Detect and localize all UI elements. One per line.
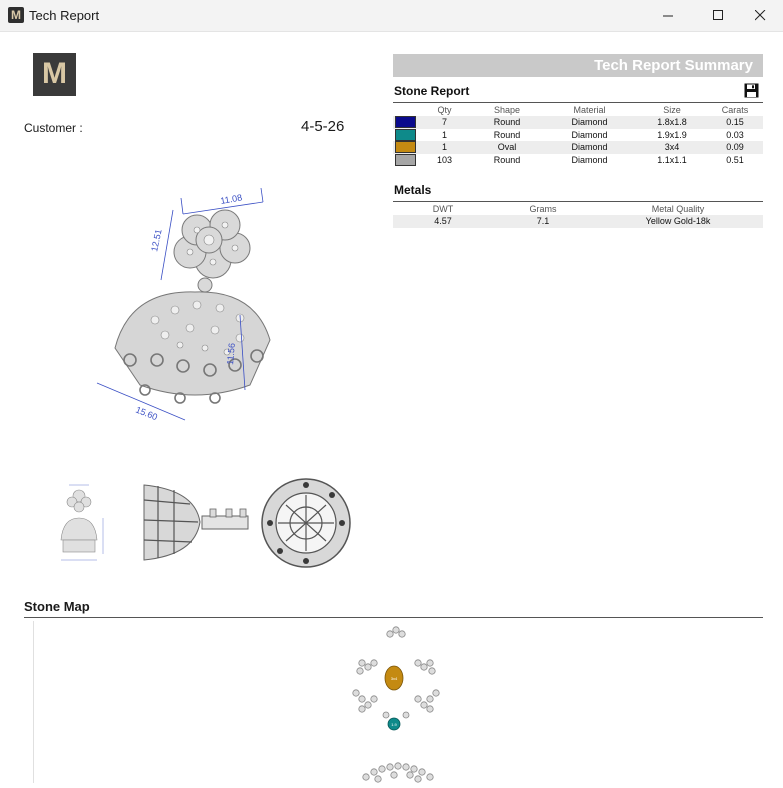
column-header-dwt: DWT: [432, 204, 454, 214]
grams-cell: 7.1: [536, 216, 550, 227]
window-titlebar: [0, 0, 783, 32]
metal-quality-cell: Yellow Gold-18k: [645, 216, 711, 227]
qty-cell: 1: [441, 142, 447, 153]
stone-color-swatch: [395, 129, 416, 141]
stone-report-heading: Stone Report: [394, 84, 470, 98]
close-icon: [755, 10, 766, 21]
dwt-cell: 4.57: [434, 216, 452, 227]
column-header-shape: Shape: [493, 105, 521, 115]
stone-color-cell: [393, 129, 417, 142]
shape-cell: Round: [493, 117, 521, 128]
maximize-icon: [713, 10, 724, 21]
thumbnail-bottom-view[interactable]: [258, 477, 354, 569]
summary-header: [393, 54, 763, 77]
shape-cell: Oval: [497, 142, 517, 153]
size-cell: 1.8x1.8: [657, 117, 687, 128]
dimension-dome-height: 11.56: [225, 342, 237, 366]
dimension-flower-height: 12.51: [149, 228, 164, 253]
summary-title: Tech Report Summary: [594, 57, 753, 74]
earring-drawing: [97, 188, 270, 420]
minimize-icon: [663, 10, 674, 21]
column-header-carats: Carats: [721, 105, 749, 115]
material-cell: Diamond: [571, 154, 608, 165]
metals-rule: [393, 201, 763, 202]
carats-cell: 0.51: [726, 154, 744, 165]
close-button[interactable]: [737, 0, 783, 31]
qty-cell: 1: [441, 129, 447, 140]
save-icon[interactable]: [744, 83, 759, 98]
teal-stone-label: 1.9: [391, 722, 397, 727]
table-row: [393, 154, 763, 167]
stone-map-panel: [33, 621, 764, 783]
stone-color-cell: [393, 154, 417, 167]
stone-map-rule: [24, 617, 763, 618]
size-cell: 1.1x1.1: [657, 154, 687, 165]
carats-cell: 0.03: [726, 129, 744, 140]
customer-label: Customer :: [24, 121, 83, 135]
stone-map-diagram: [34, 621, 764, 783]
table-row: [393, 141, 763, 154]
app-logo-icon: M: [8, 7, 24, 23]
metals-header-row: [393, 203, 763, 215]
stone-report-header-row: [393, 104, 763, 116]
stone-color-cell: [393, 116, 417, 129]
stone-color-cell: [393, 141, 417, 154]
stone-report-rule: [393, 102, 763, 103]
column-header-material: Material: [573, 105, 606, 115]
shape-cell: Round: [493, 129, 521, 140]
stone-color-swatch: [395, 141, 416, 153]
material-cell: Diamond: [571, 142, 608, 153]
column-header-metal-quality: Metal Quality: [651, 204, 705, 214]
thumbnail-front-view[interactable]: [55, 478, 110, 568]
stone-report-table: [393, 104, 763, 166]
maximize-button[interactable]: [695, 0, 741, 31]
column-header-size: Size: [663, 105, 681, 115]
carats-cell: 0.15: [726, 117, 744, 128]
column-header-grams: Grams: [529, 204, 557, 214]
stone-color-swatch: [395, 154, 416, 166]
metals-heading: Metals: [394, 183, 432, 197]
table-row: [393, 215, 763, 228]
shape-cell: Round: [493, 154, 521, 165]
dimension-dome-width: 15.60: [134, 404, 159, 423]
earring-3d-render: [85, 180, 365, 440]
size-cell: 3x4: [664, 142, 680, 153]
material-cell: Diamond: [571, 129, 608, 140]
swatch-column-header: [393, 104, 417, 116]
table-row: [393, 116, 763, 129]
size-cell: 1.9x1.9: [657, 129, 687, 140]
stone-map-heading: Stone Map: [24, 599, 90, 614]
oval-stone-label: 3x4: [390, 676, 398, 681]
dimension-top-width: 11.08: [219, 192, 243, 206]
column-header-qty: Qty: [437, 105, 452, 115]
brand-logo: M: [33, 53, 76, 96]
table-row: [393, 129, 763, 142]
metals-table: [393, 203, 763, 228]
minimize-button[interactable]: [645, 0, 691, 31]
window-title: Tech Report: [29, 8, 100, 23]
material-cell: Diamond: [571, 117, 608, 128]
customer-value: 4-5-26: [301, 118, 345, 135]
qty-cell: 7: [441, 117, 447, 128]
carats-cell: 0.09: [726, 142, 744, 153]
qty-cell: 103: [436, 154, 453, 165]
thumbnail-side-view[interactable]: [140, 480, 252, 565]
stone-color-swatch: [395, 116, 416, 128]
